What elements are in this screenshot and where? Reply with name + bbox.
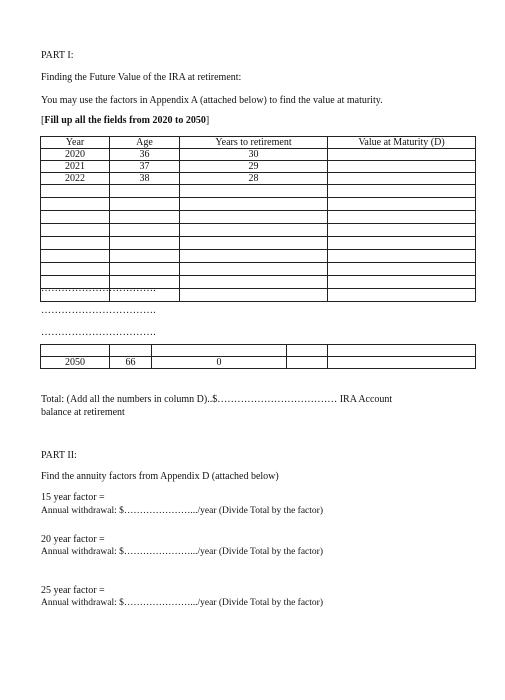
part2-heading: PART II: <box>41 450 77 461</box>
header-years-to-retirement: Years to retirement <box>180 137 328 149</box>
empty-cell[interactable] <box>41 263 110 276</box>
cell-value[interactable] <box>328 161 476 173</box>
table-row <box>41 173 476 185</box>
empty-cell[interactable] <box>180 289 328 302</box>
empty-cell[interactable] <box>152 345 287 357</box>
empty-cell[interactable] <box>110 198 180 211</box>
empty-cell[interactable] <box>41 250 110 263</box>
part1-instruction <box>41 115 209 126</box>
empty-cell[interactable] <box>328 289 476 302</box>
empty-cell[interactable] <box>328 276 476 289</box>
empty-cell[interactable] <box>328 237 476 250</box>
empty-cell[interactable] <box>328 224 476 237</box>
total-line-2: balance at retirement <box>41 407 125 418</box>
factor-15-label: 15 year factor = <box>41 492 105 503</box>
empty-cell[interactable] <box>328 198 476 211</box>
instruction-bold: Fill up all the fields from 2020 to 2050 <box>44 115 206 126</box>
empty-cell[interactable] <box>180 263 328 276</box>
empty-cell[interactable] <box>110 211 180 224</box>
future-value-table <box>40 136 476 302</box>
empty-cell[interactable] <box>110 185 180 198</box>
ellipsis-line: ……………………………. <box>41 283 156 294</box>
empty-cell[interactable] <box>41 211 110 224</box>
table-row-empty <box>41 224 476 237</box>
empty-cell[interactable] <box>180 237 328 250</box>
ellipsis-line: ……………………………. <box>41 327 156 338</box>
cell-value[interactable] <box>328 149 476 161</box>
instruction-close: ] <box>205 115 210 126</box>
withdrawal-20: Annual withdrawal: $………………….../year (Divide Total by the factor) <box>41 547 323 557</box>
empty-cell[interactable] <box>110 263 180 276</box>
empty-cell[interactable] <box>180 224 328 237</box>
ellipsis-line: ……………………………. <box>41 305 156 316</box>
cell-value[interactable] <box>328 173 476 185</box>
cell-age: 36 <box>110 149 180 161</box>
total-line: Total: (Add all the numbers in column D)..$……………………………… IRA Account <box>41 394 393 405</box>
empty-cell[interactable] <box>287 345 328 357</box>
empty-cell[interactable] <box>110 250 180 263</box>
table-row-empty <box>41 198 476 211</box>
cell-year: 2050 <box>41 357 110 369</box>
part1-intro: Finding the Future Value of the IRA at retirement: <box>41 72 242 83</box>
header-value-at-maturity: Value at Maturity (D) <box>328 137 476 149</box>
table-row-empty <box>41 237 476 250</box>
table-header-row <box>41 137 476 149</box>
empty-cell[interactable] <box>180 250 328 263</box>
table-row <box>41 149 476 161</box>
cell-value[interactable] <box>328 357 476 369</box>
part1-heading: PART I: <box>41 50 74 61</box>
cell-years: 29 <box>180 161 328 173</box>
empty-cell[interactable] <box>110 237 180 250</box>
empty-cell[interactable] <box>328 250 476 263</box>
empty-cell[interactable] <box>180 211 328 224</box>
cell-years: 28 <box>180 173 328 185</box>
cell-years: 30 <box>180 149 328 161</box>
header-age: Age <box>110 137 180 149</box>
empty-cell[interactable] <box>41 224 110 237</box>
table-row <box>41 161 476 173</box>
empty-cell[interactable] <box>287 357 328 369</box>
part1-hint: You may use the factors in Appendix A (attached below) to find the value at maturity. <box>41 95 383 106</box>
part2-intro: Find the annuity factors from Appendix D (attached below) <box>41 471 279 482</box>
withdrawal-15: Annual withdrawal: $………………….../year (Divide Total by the factor) <box>41 506 323 516</box>
cell-age: 38 <box>110 173 180 185</box>
cell-age: 37 <box>110 161 180 173</box>
empty-cell[interactable] <box>328 345 476 357</box>
cell-year: 2022 <box>41 173 110 185</box>
cell-age: 66 <box>110 357 152 369</box>
empty-cell[interactable] <box>110 224 180 237</box>
table-row-empty <box>41 185 476 198</box>
cell-years: 0 <box>152 357 287 369</box>
table-row-empty <box>41 345 476 357</box>
header-year: Year <box>41 137 110 149</box>
empty-cell[interactable] <box>41 345 110 357</box>
withdrawal-25: Annual withdrawal: $………………….../year (Divide Total by the factor) <box>41 598 323 608</box>
empty-cell[interactable] <box>110 345 152 357</box>
empty-cell[interactable] <box>328 211 476 224</box>
cell-year: 2021 <box>41 161 110 173</box>
empty-cell[interactable] <box>180 185 328 198</box>
empty-cell[interactable] <box>328 185 476 198</box>
last-row-table <box>40 344 476 369</box>
table-row-empty <box>41 250 476 263</box>
empty-cell[interactable] <box>41 185 110 198</box>
table-row <box>41 357 476 369</box>
empty-cell[interactable] <box>328 263 476 276</box>
table-row-empty <box>41 263 476 276</box>
factor-25-label: 25 year factor = <box>41 585 105 596</box>
instruction-open: [ <box>41 115 45 126</box>
cell-year: 2020 <box>41 149 110 161</box>
empty-cell[interactable] <box>41 198 110 211</box>
empty-cell[interactable] <box>180 276 328 289</box>
factor-20-label: 20 year factor = <box>41 534 105 545</box>
empty-cell[interactable] <box>41 237 110 250</box>
empty-cell[interactable] <box>180 198 328 211</box>
table-row-empty <box>41 211 476 224</box>
